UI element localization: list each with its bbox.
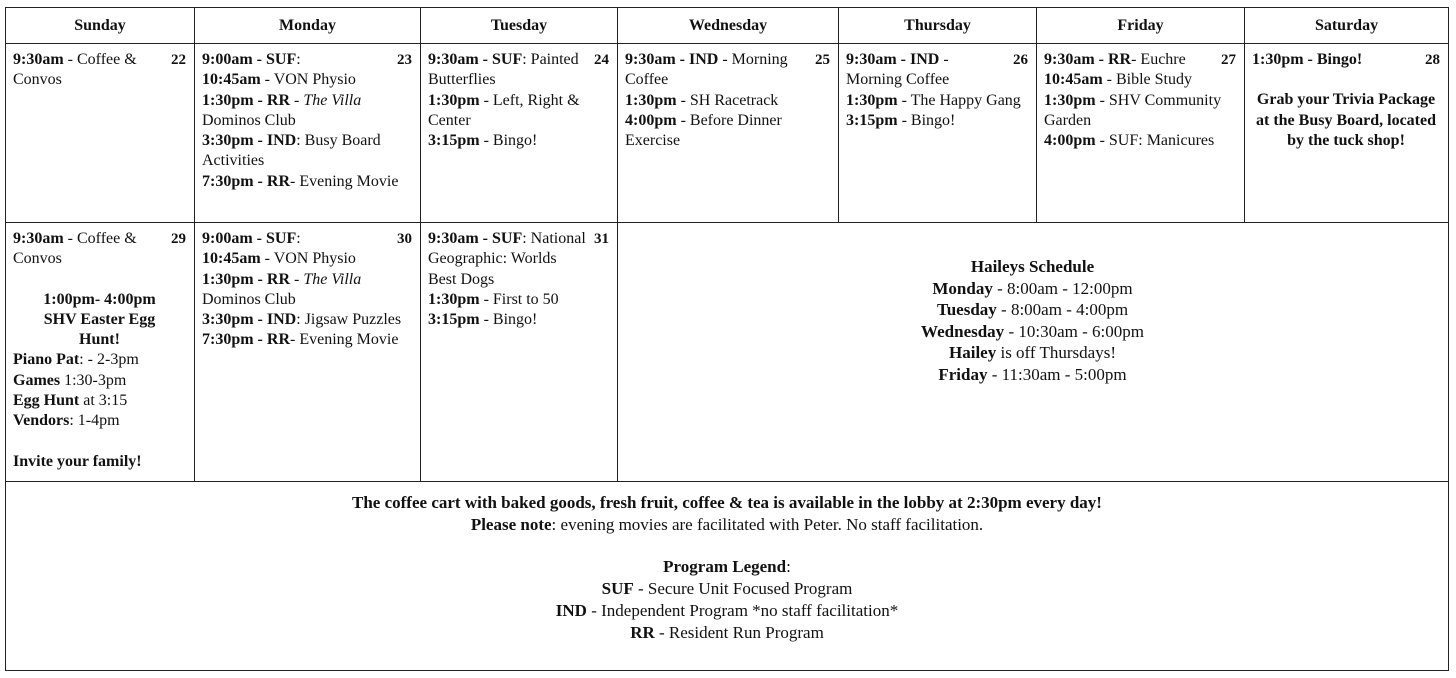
event-time: 10:45am <box>1044 71 1103 89</box>
day-number: 23 <box>397 52 412 68</box>
event-time: 1:30pm <box>428 91 480 109</box>
event-entry <box>13 229 186 270</box>
event-desc: - Bingo! <box>479 311 538 329</box>
event-time: 1:30pm - Bingo! <box>1252 51 1363 68</box>
weekday-header-saturday: Saturday <box>1245 8 1449 44</box>
event-desc: : Painted Butterflies <box>428 51 579 89</box>
event-desc: - Bingo! <box>479 132 538 150</box>
event-desc: - Bingo! <box>897 111 956 129</box>
event-time: 9:30am - RR <box>1044 51 1132 68</box>
event-desc: : National Geographic: Worlds Best Dogs <box>428 230 586 288</box>
schedule-line <box>625 364 1440 386</box>
legend-code: SUF <box>601 579 634 598</box>
day-number: 22 <box>171 52 186 68</box>
day-cell-29 <box>6 223 195 482</box>
detail-label: Vendors <box>13 412 70 430</box>
footer-row <box>6 482 1449 671</box>
legend-heading <box>6 556 1448 578</box>
event-time: 9:30am - SUF <box>428 51 523 68</box>
event-desc: - Euchre <box>1131 51 1186 68</box>
event-desc: : Busy Board Activities <box>202 132 381 170</box>
event-venue: The Villa <box>303 91 362 109</box>
detail-value: 1:30-3pm <box>60 371 127 389</box>
event-entry <box>202 70 412 90</box>
event-detail <box>13 371 186 391</box>
event-desc: - <box>290 270 304 288</box>
day-cell-25 <box>618 44 839 223</box>
event-entry <box>202 330 412 350</box>
schedule-hours: - 8:00am - 12:00pm <box>992 278 1133 298</box>
event-desc: : <box>296 230 301 247</box>
event-entry <box>1044 91 1236 132</box>
detail-label: Piano Pat <box>13 351 80 369</box>
event-entry <box>202 131 412 172</box>
calendar-table <box>5 7 1449 671</box>
event-time: 4:00pm <box>625 111 677 129</box>
event-entry <box>428 290 609 310</box>
event-desc: - Bible Study <box>1102 71 1192 89</box>
event-entry <box>202 91 412 132</box>
schedule-title: Haileys Schedule <box>970 257 1095 276</box>
event-desc: - The Happy Gang <box>897 91 1021 109</box>
schedule-hours: is off Thursdays! <box>996 343 1116 363</box>
event-time: 3:30pm - IND <box>202 311 297 329</box>
detail-value: at 3:15 <box>79 392 128 410</box>
event-time: 4:00pm <box>1044 132 1096 150</box>
event-time: 9:30am <box>13 51 64 68</box>
schedule-line <box>625 321 1440 343</box>
event-desc: - Before Dinner Exercise <box>625 111 782 150</box>
legend-desc: - Independent Program *no staff facilitation* <box>586 601 899 620</box>
trivia-note: Grab your Trivia Package at the Busy Board, located by the tuck shop! <box>1256 91 1436 149</box>
event-entry <box>1044 50 1236 70</box>
legend-colon: : <box>786 557 791 576</box>
event-venue: The Villa <box>303 270 362 288</box>
weekday-header-sunday: Sunday <box>6 8 195 44</box>
schedule-line <box>625 342 1440 364</box>
coffee-cart-notice: The coffee cart with baked goods, fresh fruit, coffee & tea is available in the lobby at 2:30pm every day! <box>352 493 1102 512</box>
weekday-header-wednesday: Wednesday <box>618 8 839 44</box>
schedule-day: Hailey <box>949 343 997 363</box>
week-row-1 <box>6 44 1449 223</box>
event-time: 1:30pm - RR <box>202 91 290 109</box>
event-desc: : Jigsaw Puzzles <box>296 311 402 329</box>
day-number: 27 <box>1221 52 1236 68</box>
event-entry <box>428 131 609 151</box>
event-time: 1:30pm - RR <box>202 270 290 288</box>
event-entry <box>202 249 412 269</box>
event-entry <box>13 50 186 91</box>
movie-note <box>6 514 1448 536</box>
weekday-header-monday: Monday <box>195 8 421 44</box>
event-entry <box>202 310 412 330</box>
event-time: 9:30am - IND <box>846 51 940 68</box>
legend-code: RR <box>630 623 655 642</box>
event-entry <box>428 91 609 132</box>
event-desc-cont: Dominos Club <box>202 290 296 308</box>
easter-egg-hunt-highlight: 1:00pm- 4:00pm SHV Easter Egg Hunt! <box>43 290 156 349</box>
legend-desc: - Resident Run Program <box>654 623 824 642</box>
event-entry <box>625 91 830 111</box>
event-entry <box>428 229 609 290</box>
event-desc: - Coffee & Convos <box>13 230 137 268</box>
event-entry <box>202 172 412 192</box>
event-entry <box>625 50 830 91</box>
event-time: 3:15pm <box>846 111 898 129</box>
legend-item <box>6 600 1448 622</box>
legend-desc: - Secure Unit Focused Program <box>633 579 853 598</box>
day-number: 28 <box>1425 52 1440 68</box>
event-time: 1:30pm <box>1044 91 1096 109</box>
event-time: 7:30pm - RR <box>202 172 290 190</box>
event-entry <box>1044 131 1236 151</box>
legend-item <box>6 622 1448 644</box>
event-detail <box>13 411 186 431</box>
event-time: 3:15pm <box>428 132 480 150</box>
schedule-line <box>625 299 1440 321</box>
staff-schedule-cell <box>618 223 1449 482</box>
schedule-day: Wednesday <box>921 321 1005 341</box>
event-entry <box>846 111 1028 131</box>
event-time: 9:00am - SUF <box>202 230 297 247</box>
event-desc: - <box>290 91 304 109</box>
schedule-hours: - 10:30am - 6:00pm <box>1004 321 1144 341</box>
event-time: 1:30pm <box>625 91 677 109</box>
event-time: 3:15pm <box>428 311 480 329</box>
event-desc: - Left, Right & Center <box>428 91 580 129</box>
event-desc: - First to 50 <box>479 290 559 308</box>
day-number: 29 <box>171 231 186 247</box>
weekday-header-thursday: Thursday <box>839 8 1037 44</box>
invite-family-note: Invite your family! <box>13 452 142 470</box>
event-desc: - Morning Coffee <box>625 51 788 89</box>
event-time: 1:30pm <box>428 290 480 308</box>
event-desc: - SUF: Manicures <box>1095 132 1215 150</box>
event-time: 9:00am - SUF <box>202 51 297 68</box>
event-desc-cont: Dominos Club <box>202 111 296 129</box>
schedule-day: Friday <box>938 364 988 384</box>
schedule-day: Monday <box>932 278 993 298</box>
weekday-header-tuesday: Tuesday <box>421 8 618 44</box>
event-entry <box>846 91 1028 111</box>
detail-value: : 1-4pm <box>69 412 120 430</box>
event-entry <box>202 50 412 70</box>
schedule-line <box>625 278 1440 300</box>
day-cell-28 <box>1245 44 1449 223</box>
event-entry <box>428 50 609 91</box>
event-desc: : <box>296 51 301 68</box>
event-detail <box>13 350 186 370</box>
event-time: 10:45am <box>202 250 261 268</box>
note-text: : evening movies are facilitated with Peter. No staff facilitation. <box>551 515 984 534</box>
day-cell-27 <box>1037 44 1245 223</box>
day-number: 30 <box>397 231 412 247</box>
event-entry <box>202 270 412 311</box>
event-desc: - SHV Community Garden <box>1044 91 1222 129</box>
schedule-hours: - 8:00am - 4:00pm <box>996 300 1129 320</box>
schedule-day: Tuesday <box>936 300 997 320</box>
day-number: 25 <box>815 52 830 68</box>
event-desc: - Evening Movie <box>290 172 399 190</box>
event-entry <box>1044 70 1236 90</box>
weekday-header-friday: Friday <box>1037 8 1245 44</box>
event-desc: - Coffee & Convos <box>13 51 137 89</box>
event-time: 3:30pm - IND <box>202 132 297 150</box>
event-time: 1:30pm <box>846 91 898 109</box>
event-entry <box>428 310 609 330</box>
detail-label: Egg Hunt <box>13 392 80 410</box>
schedule-hours: - 11:30am - 5:00pm <box>987 364 1127 384</box>
day-cell-23 <box>195 44 421 223</box>
weekday-header-row <box>6 8 1449 44</box>
event-detail <box>13 391 186 411</box>
event-desc: - VON Physio <box>260 71 356 89</box>
day-cell-24 <box>421 44 618 223</box>
event-time: 7:30pm - RR <box>202 331 290 349</box>
event-desc: - VON Physio <box>260 250 356 268</box>
event-entry <box>625 111 830 152</box>
event-entry <box>1252 50 1440 70</box>
event-time: 9:30am - IND <box>625 51 719 68</box>
day-cell-26 <box>839 44 1037 223</box>
day-number: 26 <box>1013 52 1028 68</box>
detail-label: Games <box>13 371 61 389</box>
note-label: Please note <box>470 515 552 534</box>
event-time: 10:45am <box>202 71 261 89</box>
day-cell-22 <box>6 44 195 223</box>
event-time: 9:30am - SUF <box>428 230 523 247</box>
week-row-2 <box>6 223 1449 482</box>
legend-title: Program Legend <box>663 557 787 576</box>
event-desc: - Morning Coffee <box>846 51 950 89</box>
legend-item <box>6 578 1448 600</box>
day-cell-30 <box>195 223 421 482</box>
detail-value: : - 2-3pm <box>79 351 139 369</box>
event-entry <box>202 229 412 249</box>
event-desc: - Evening Movie <box>290 331 399 349</box>
event-time: 9:30am <box>13 230 64 247</box>
footer-cell <box>6 482 1449 671</box>
legend-code: IND <box>555 601 587 620</box>
event-desc: - SH Racetrack <box>676 91 779 109</box>
event-entry <box>846 50 1028 91</box>
day-number: 24 <box>594 52 609 68</box>
day-cell-31 <box>421 223 618 482</box>
day-number: 31 <box>594 231 609 247</box>
